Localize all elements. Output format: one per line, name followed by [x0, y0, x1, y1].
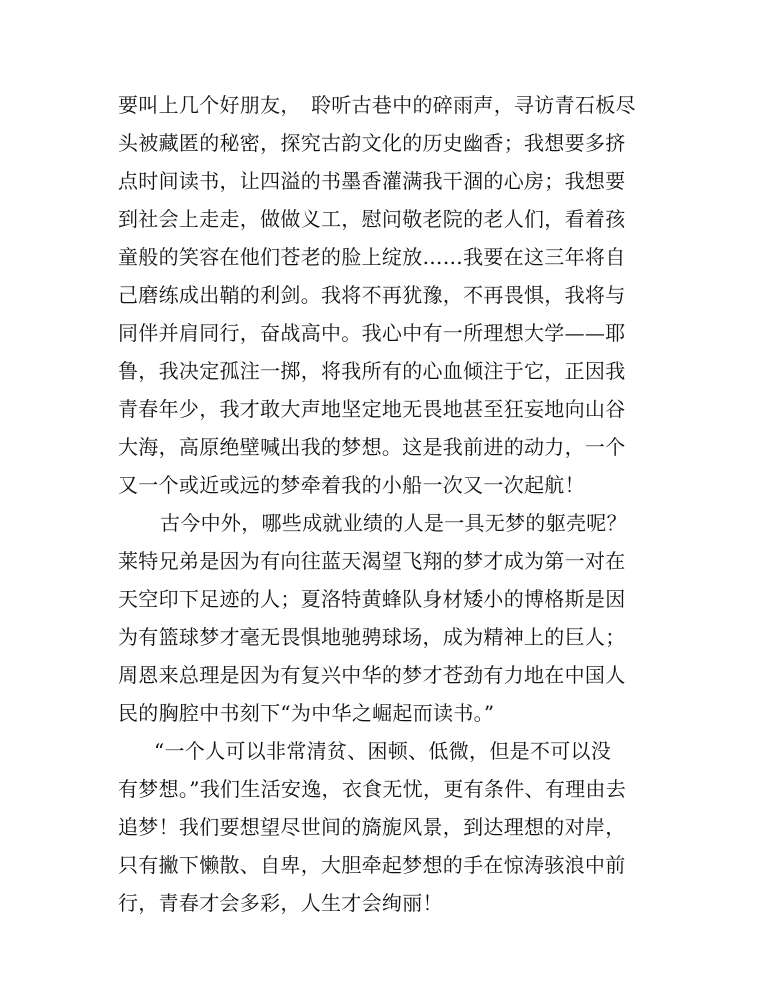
text-line: 己磨练成出鞘的利剑。我将不再犹豫，不再畏惧，我将与	[118, 283, 626, 307]
text-line: 青春年少，我才敢大声地坚定地无畏地甚至狂妄地向山谷	[118, 397, 626, 421]
text-line: 头被藏匿的秘密，探究古韵文化的历史幽香；我想要多挤	[118, 131, 626, 155]
text-line: 点时间读书，让四溢的书墨香灌满我干涸的心房；我想要	[118, 169, 626, 193]
text-line: 为有篮球梦才毫无畏惧地驰骋球场，成为精神上的巨人；	[118, 625, 626, 649]
text-line: 鲁，我决定孤注一掷，将我所有的心血倾注于它，正因我	[118, 359, 626, 383]
text-line: 同伴并肩同行，奋战高中。我心中有一所理想大学——耶	[118, 321, 626, 345]
text-line: 民的胸腔中书刻下“为中华之崛起而读书。”	[118, 701, 495, 725]
paragraph-start-line: 古今中外，哪些成就业绩的人是一具无梦的躯壳呢？	[160, 511, 627, 535]
text-line: 有梦想。”我们生活安逸，衣食无忧，更有条件、有理由去	[118, 777, 627, 801]
paragraph-start-line: “一个人可以非常清贫、困顿、低微，但是不可以没	[154, 739, 612, 763]
text-line: 周恩来总理是因为有复兴中华的梦才苍劲有力地在中国人	[118, 663, 626, 687]
text-line: 只有撇下懒散、自卑，大胆牵起梦想的手在惊涛骇浪中前	[118, 853, 626, 877]
text-line: 又一个或近或远的梦牵着我的小船一次又一次起航！	[118, 473, 585, 497]
text-line: 要叫上几个好朋友， 聆听古巷中的碎雨声，寻访青石板尽	[118, 93, 636, 117]
text-line: 天空印下足迹的人；夏洛特黄蜂队身材矮小的博格斯是因	[118, 587, 626, 611]
text-line: 大海，高原绝壁喊出我的梦想。这是我前进的动力，一个	[118, 435, 626, 459]
text-line: 追梦！我们要想望尽世间的旖旎风景，到达理想的对岸，	[118, 815, 626, 839]
text-line: 行，青春才会多彩，人生才会绚丽！	[118, 891, 443, 915]
text-line: 莱特兄弟是因为有向往蓝天渴望飞翔的梦才成为第一对在	[118, 549, 626, 573]
text-line: 到社会上走走，做做义工，慰问敬老院的老人们，看着孩	[118, 207, 626, 231]
text-line: 童般的笑容在他们苍老的脸上绽放……我要在这三年将自	[118, 245, 626, 269]
